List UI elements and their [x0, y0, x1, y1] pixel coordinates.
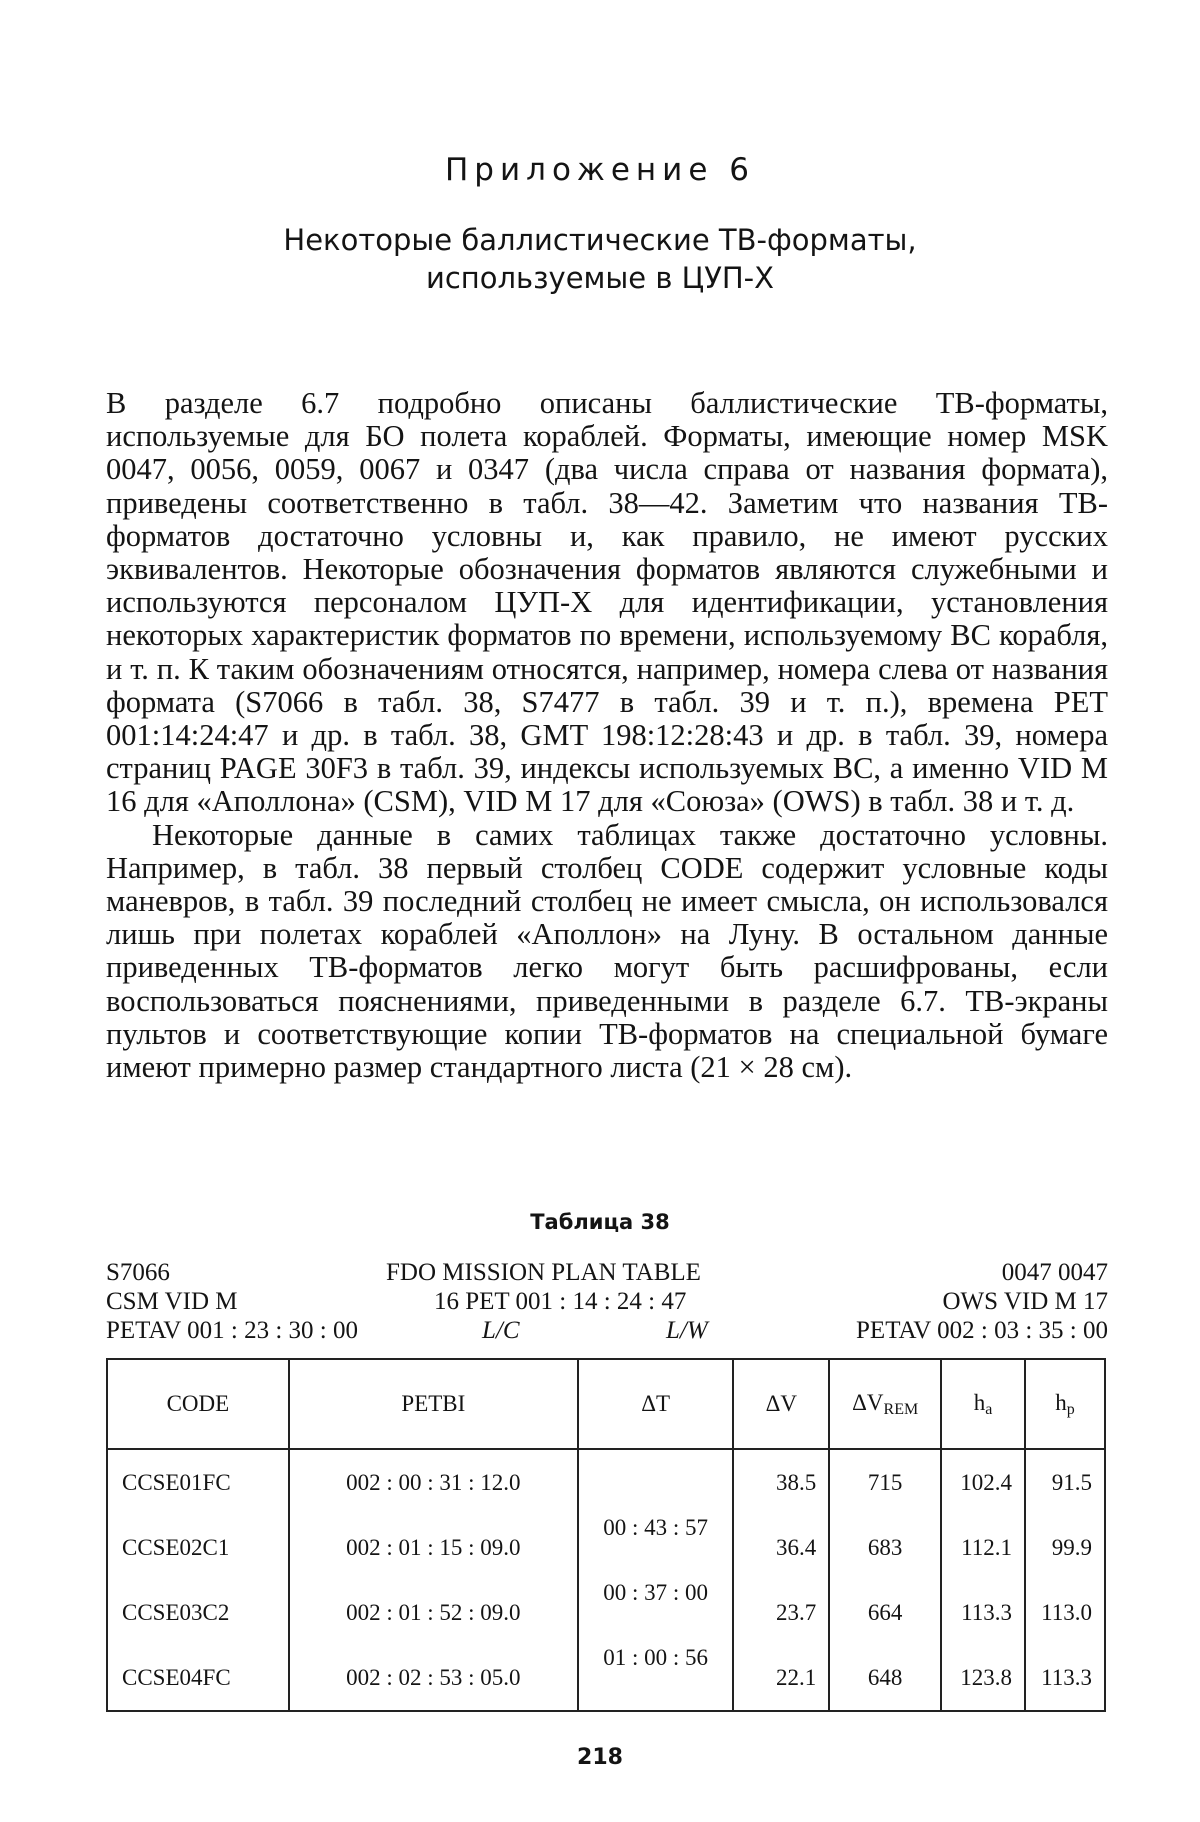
- ows-vid: OWS VID M 17: [942, 1288, 1108, 1315]
- cell-delta-t: 00 : 43 : 57: [578, 1515, 734, 1580]
- header-hp: [1025, 1359, 1105, 1449]
- dvrem-main: ΔV: [852, 1389, 884, 1415]
- pet-time: 16 PET 001 : 14 : 24 : 47: [434, 1288, 687, 1315]
- lc-label: L/C: [482, 1317, 520, 1344]
- cell-petbi: 002 : 00 : 31 : 12.0: [289, 1449, 578, 1515]
- cell-dv: 38.5: [733, 1449, 829, 1515]
- table-row: [107, 1580, 1105, 1645]
- cell-dv: 36.4: [733, 1515, 829, 1580]
- cell-dv: 23.7: [733, 1580, 829, 1645]
- header-ha: [941, 1359, 1025, 1449]
- cell-petbi: 002 : 01 : 15 : 09.0: [289, 1515, 578, 1580]
- table-caption: Таблица 38: [530, 1210, 670, 1234]
- cell-code: CCSE02C1: [107, 1515, 289, 1580]
- mission-plan-table: [106, 1358, 1106, 1712]
- paragraph-1: В разделе 6.7 подробно описаны баллистические ТВ-форматы, используемые для БО полета кораблей. Форматы, имеющие номер MSK 0047, 0056, 0059, 0067 и 0347 (два числа справа от названия формата), приведены соответственно в табл. 38—42. Заметим что названия ТВ-форматов достаточно условны и, как правило, не имеют русских эквивалентов. Некоторые обозначения форматов являются служебными и используются персоналом ЦУП-Х для идентификации, установления некоторых характеристик форматов по времени, используемому ВС корабля, и т. п. К таким обозначениям относятся, например, номера слева от названия формата (S7066 в табл. 38, S7477 в табл. 39 и т. п.), времена PET 001:14:24:47 и др. в табл. 38, GMT 198:12:28:43 и др. в табл. 39, номера страниц PAGE 30F3 в табл. 39, индексы используемых ВС, а именно VID M 16 для «Аполлона» (CSM), VID M 17 для «Союза» (OWS) в табл. 38 и т. д.: [106, 386, 1108, 819]
- cell-dvrem: 648: [829, 1645, 941, 1711]
- hp-main: h: [1055, 1389, 1067, 1415]
- cell-code: CCSE01FC: [107, 1449, 289, 1515]
- format-numbers: 0047 0047: [1001, 1259, 1108, 1286]
- cell-ha: 102.4: [941, 1449, 1025, 1515]
- cell-hp: 113.0: [1025, 1580, 1105, 1645]
- cell-hp: 99.9: [1025, 1515, 1105, 1580]
- format-id: S7066: [106, 1259, 170, 1286]
- dvrem-sub: REM: [883, 1400, 919, 1418]
- appendix-subtitle: [0, 221, 1200, 297]
- header-petbi: PETBI: [289, 1359, 578, 1449]
- cell-hp: 113.3: [1025, 1645, 1105, 1711]
- header-delta-v: ΔV: [733, 1359, 829, 1449]
- csm-vid: CSM VID M: [106, 1288, 238, 1315]
- hp-sub: p: [1066, 1400, 1075, 1418]
- cell-dvrem: 715: [829, 1449, 941, 1515]
- cell-code: CCSE03C2: [107, 1580, 289, 1645]
- cell-petbi: 002 : 01 : 52 : 09.0: [289, 1580, 578, 1645]
- cell-ha: 112.1: [941, 1515, 1025, 1580]
- ha-main: h: [973, 1389, 986, 1415]
- subtitle-line-2: используемые в ЦУП-Х: [425, 261, 774, 295]
- cell-dvrem: 664: [829, 1580, 941, 1645]
- cell-code: CCSE04FC: [107, 1645, 289, 1711]
- header-delta-t: ΔT: [578, 1359, 734, 1449]
- table-row: [107, 1449, 1105, 1515]
- appendix-title: Приложение 6: [445, 152, 755, 188]
- petav-1: PETAV 001 : 23 : 30 : 00: [106, 1317, 358, 1344]
- body-text: [106, 387, 1108, 1084]
- cell-petbi: 002 : 02 : 53 : 05.0: [289, 1645, 578, 1711]
- cell-delta-t: 01 : 00 : 56: [578, 1645, 734, 1711]
- cell-hp: 91.5: [1025, 1449, 1105, 1515]
- table-header-row: [107, 1359, 1105, 1449]
- header-delta-v-rem: [829, 1359, 941, 1449]
- paragraph-2: Некоторые данные в самих таблицах также достаточно условны. Например, в табл. 38 первый столбец CODE содержит условные коды маневров, в табл. 39 последний столбец не имеет смысла, он использовался лишь при полетах кораблей «Аполлон» на Луну. В остальном данные приведенных ТВ-форматов легко могут быть расшифрованы, если воспользоваться пояснениями, приведенными в разделе 6.7. ТВ-экраны пультов и соответствующие копии ТВ-форматов на специальной бумаге имеют примерно размер стандартного листа (21 × 28 см).: [106, 817, 1108, 1085]
- cell-ha: 123.8: [941, 1645, 1025, 1711]
- ha-sub: a: [985, 1400, 993, 1418]
- cell-ha: 113.3: [941, 1580, 1025, 1645]
- cell-dv: 22.1: [733, 1645, 829, 1711]
- petav-2: PETAV 002 : 03 : 35 : 00: [856, 1317, 1108, 1344]
- lw-label: L/W: [666, 1317, 708, 1344]
- header-code: CODE: [107, 1359, 289, 1449]
- format-name: FDO MISSION PLAN TABLE: [386, 1259, 701, 1286]
- subtitle-line-1: Некоторые баллистические ТВ-форматы,: [283, 223, 917, 257]
- page-number: 218: [577, 1745, 623, 1770]
- table-row: [107, 1645, 1105, 1711]
- cell-delta-t-spacer: [578, 1449, 734, 1515]
- format-header: [106, 1258, 1108, 1348]
- cell-delta-t: 00 : 37 : 00: [578, 1580, 734, 1645]
- table-row: [107, 1515, 1105, 1580]
- cell-dvrem: 683: [829, 1515, 941, 1580]
